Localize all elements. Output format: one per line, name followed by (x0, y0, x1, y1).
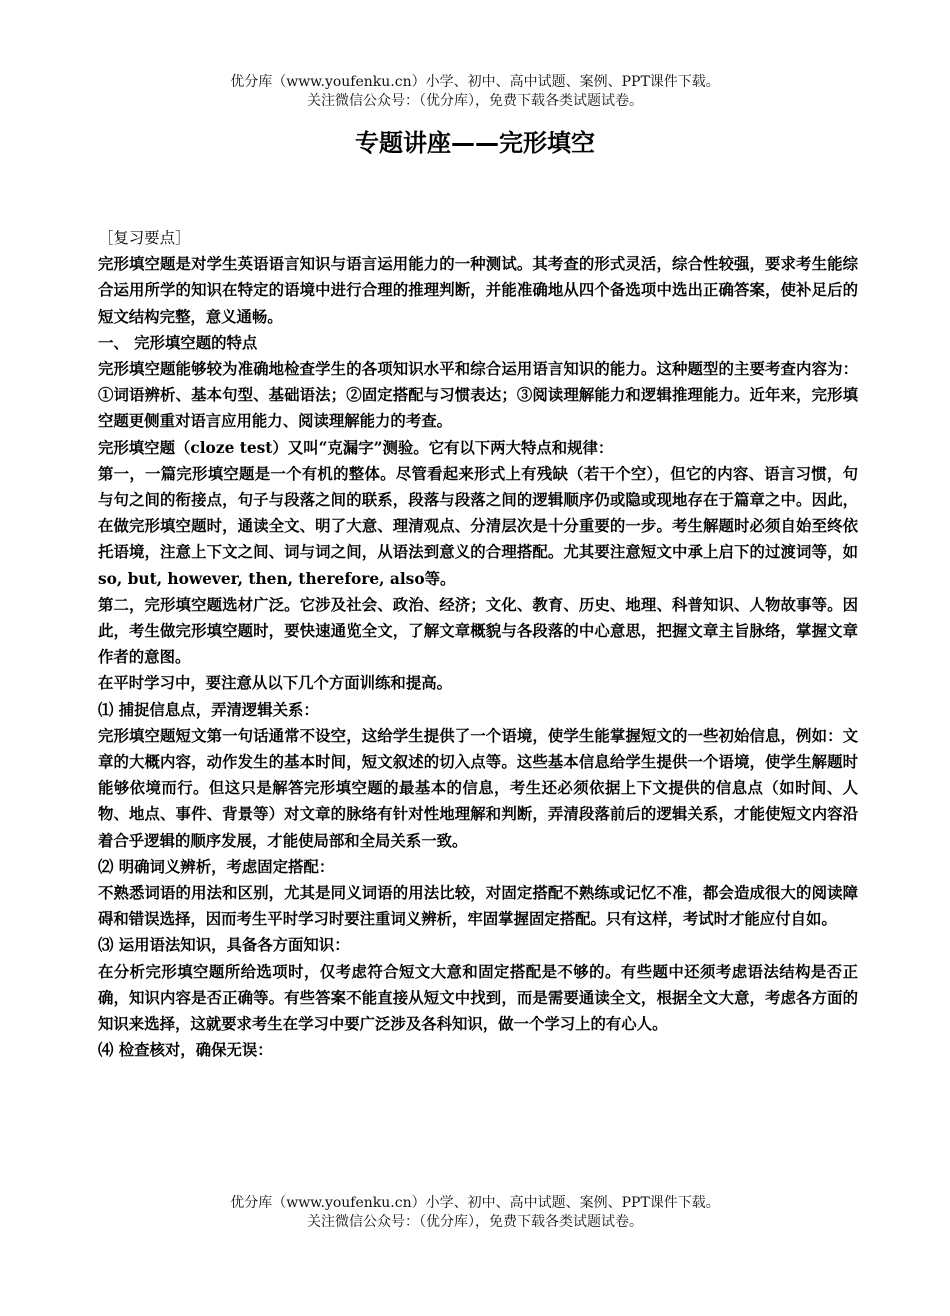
item-2-text: 不熟悉词语的用法和区别，尤其是同义词语的用法比较，对固定搭配不熟练或记忆不准，都会造成很大的阅读障碍和错误选择，因而考生平时学习时要注重词义辨析，牢固掌握固定搭配。只有这样，考试时才能应付自如。 (98, 884, 858, 929)
document-body (98, 225, 858, 1064)
footer-line-1: 优分库（www.youfenku.cn）小学、初中、高中试题、案例、PPT课件下载。 (230, 1195, 720, 1211)
page-footer (0, 1194, 950, 1232)
item-3-heading: ⑶ 运用语法知识，具备各方面知识： (98, 936, 350, 955)
intro-paragraph: 完形填空题是对学生英语语言知识与语言运用能力的一种测试。其考查的形式灵活，综合性较强，要求考生能综合运用所学的知识在特定的语境中进行合理的推理判断，并能准确地从四个备选项中选出正确答案，使补足后的短文结构完整，意义通畅。 (98, 255, 858, 326)
review-points-tag: ［复习要点］ (98, 229, 191, 247)
item-1-text: 完形填空题短文第一句话通常不设空，这给学生提供了一个语境，使学生能掌握短文的一些初始信息，例如：文章的大概内容，动作发生的基本时间，短文叙述的切入点等。这些基本信息给学生提供一个语境，使学生解题时能够依境而行。但这只是解答完形填空题的最基本的信息，考生还必须依据上下文提供的信息点（如时间、人物、地点、事件、背景等）对文章的脉络有针对性地理解和判断，弄清段落前后的逻辑关系，才能使短文内容沿着合乎逻辑的顺序发展，才能使局部和全局关系一致。 (98, 726, 858, 850)
section-1-heading: 一、 完形填空题的特点 (98, 333, 258, 352)
section-1-paragraph-1: 完形填空题能够较为准确地检查学生的各项知识水平和综合运用语言知识的能力。这种题型的主要考查内容为：①词语辨析、基本句型、基础语法；②固定搭配与习惯表达；③阅读理解能力和逻辑推理能力。近年来，完形填空题更侧重对语言应用能力、阅读理解能力的考查。 (98, 360, 858, 431)
training-intro: 在平时学习中，要注意从以下几个方面训练和提高。 (98, 674, 452, 693)
header-line-2: 关注微信公众号：（优分库），免费下载各类试题试卷。 (307, 93, 643, 109)
second-feature-paragraph: 第二，完形填空题选材广泛。它涉及社会、政治、经济；文化、教育、历史、地理、科普知识、人物故事等。因此，考生做完形填空题时，要快速通览全文，了解文章概貌与各段落的中心意思，把握文章主旨脉络，掌握文章作者的意图。 (98, 595, 858, 667)
document-title: 专题讲座——完形填空 (355, 129, 595, 157)
item-2-heading: ⑵ 明确词义辨析，考虑固定搭配： (98, 857, 335, 876)
item-3-text: 在分析完形填空题所给选项时，仅考虑符合短文大意和固定搭配是不够的。有些题中还须考虑语法结构是否正确，知识内容是否正确等。有些答案不能直接从短文中找到，而是需要通读全文，根据全文大意，考虑各方面的知识来选择，这就要求考生在学习中要广泛涉及各科知识，做一个学习上的有心人。 (98, 962, 858, 1034)
section-1-paragraph-2: 完形填空题（cloze test）又叫“克漏字”测验。它有以下两大特点和规律： (98, 438, 614, 457)
footer-line-2: 关注微信公众号：（优分库），免费下载各类试题试卷。 (307, 1214, 643, 1230)
header-line-1: 优分库（www.youfenku.cn）小学、初中、高中试题、案例、PPT课件下载。 (230, 74, 720, 90)
item-1-heading: ⑴ 捕捉信息点，弄清逻辑关系： (98, 700, 319, 719)
first-feature-paragraph: 第一，一篇完形填空题是一个有机的整体。尽管看起来形式上有残缺（若干个空），但它的内容、语言习惯，句与句之间的衔接点，句子与段落之间的联系，段落与段落之间的逻辑顺序仍或隐或现地存在于篇章之中。因此，在做完形填空题时，通读全文、明了大意、理清观点、分清层次是十分重要的一步。考生解题时必须自始至终依托语境，注意上下文之间、词与词之间，从语法到意义的合理搭配。尤其要注意短文中承上启下的过渡词等，如so, but, however, then, therefore, also等。 (98, 464, 858, 588)
item-4-heading: ⑷ 检查核对，确保无误： (98, 1041, 273, 1060)
page-header (0, 73, 950, 111)
